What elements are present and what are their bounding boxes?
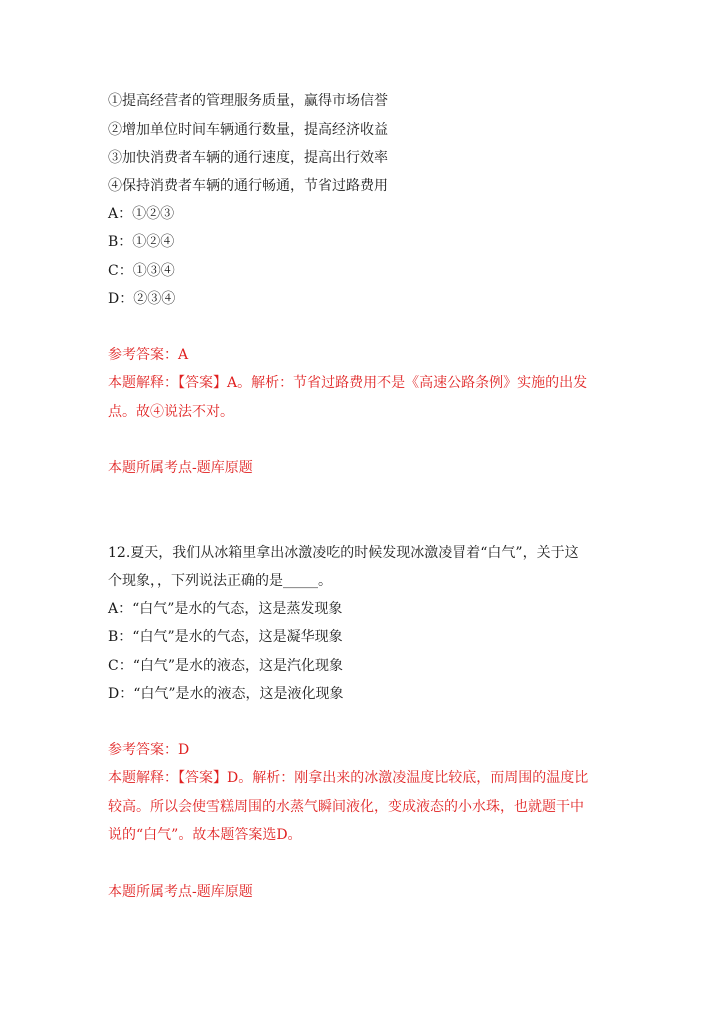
q12-question-line-1: 12.夏天，我们从冰箱里拿出冰激凌吃的时候发现冰激凌冒着“白气”，关于这 — [108, 545, 579, 561]
q11-answer: 参考答案：A — [108, 347, 189, 363]
q11-option-d: D：②③④ — [108, 291, 176, 307]
q12-option-a: A：“白气”是水的气态，这是蒸发现象 — [108, 601, 343, 617]
statement-1: ①提高经营者的管理服务质量，赢得市场信誉 — [108, 93, 388, 109]
q12-option-c: C：“白气”是水的液态，这是汽化现象 — [108, 658, 344, 674]
q11-explanation-line-2: 点。故④说法不对。 — [108, 404, 234, 420]
q11-option-a: A：①②③ — [108, 206, 175, 222]
statement-3: ③加快消费者车辆的通行速度，提高出行效率 — [108, 150, 388, 166]
q11-topic: 本题所属考点-题库原题 — [108, 460, 253, 476]
q11-explanation-line-1: 本题解释：【答案】A。解析：节省过路费用不是《高速公路条例》实施的出发 — [108, 375, 588, 391]
statement-4: ④保持消费者车辆的通行畅通，节省过路费用 — [108, 178, 388, 194]
q12-option-d: D：“白气”是水的液态，这是液化现象 — [108, 686, 344, 702]
q12-explanation-line-2: 较高。所以会使雪糕周围的水蒸气瞬间液化，变成液态的小水珠，也就题干中 — [108, 799, 584, 815]
q12-explanation-line-1: 本题解释：【答案】D。解析：刚拿出来的冰激凌温度比较底，而周围的温度比 — [108, 770, 589, 786]
q12-topic: 本题所属考点-题库原题 — [108, 884, 253, 900]
q12-explanation-line-3: 说的“白气”。故本题答案选D。 — [108, 827, 302, 843]
q11-option-c: C：①③④ — [108, 263, 175, 279]
q12-option-b: B：“白气”是水的气态，这是凝华现象 — [108, 629, 343, 645]
q12-question-line-2: 个现象，，下列说法正确的是_____。 — [108, 573, 332, 589]
statement-2: ②增加单位时间车辆通行数量，提高经济收益 — [108, 122, 388, 138]
q12-answer: 参考答案：D — [108, 742, 190, 758]
q11-option-b: B：①②④ — [108, 234, 175, 250]
